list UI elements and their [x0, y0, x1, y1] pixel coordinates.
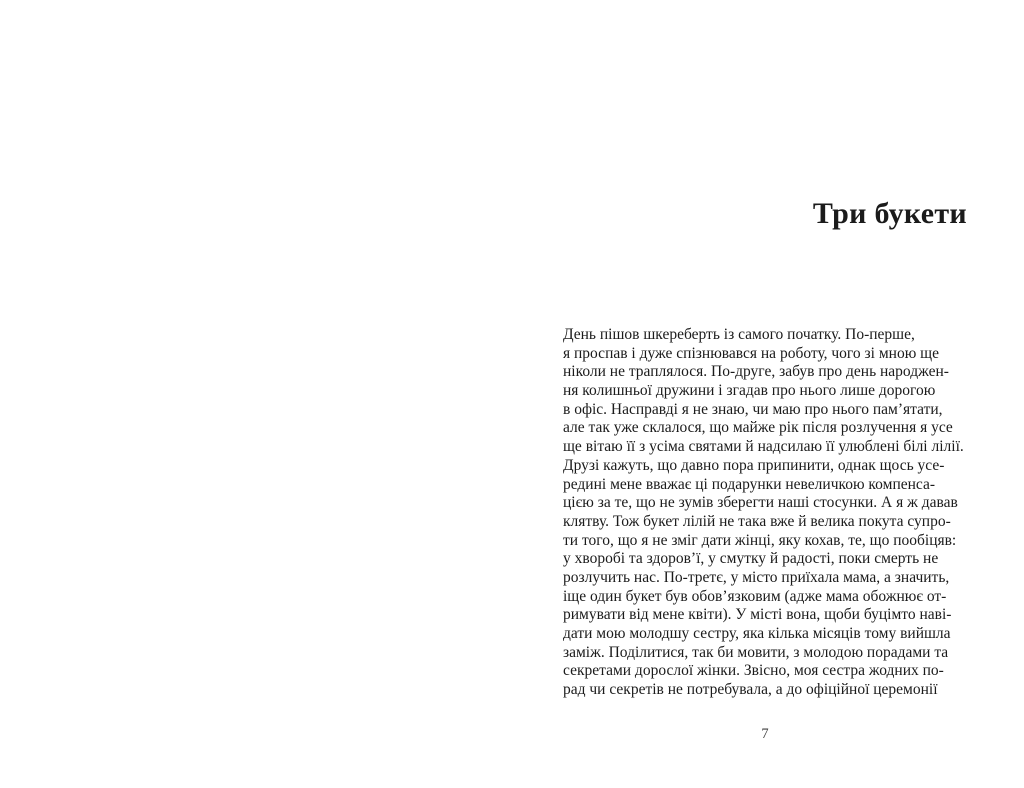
- text-line: але так уже склалося, що майже рік після розлучення я усе: [563, 419, 953, 437]
- body-text: [563, 326, 967, 700]
- text-line: клятву. Тож букет лілій не така вже й велика покута супро-: [563, 512, 951, 530]
- page-number: 7: [761, 726, 769, 742]
- text-line: я проспав і дуже спізнювався на роботу, чого зі мною ще: [563, 344, 939, 362]
- text-line: дати мою молодшу сестру, яка кілька місяців тому вийшла: [563, 625, 951, 642]
- text-line: цією за те, що не зумів зберегти наші стосунки. А я ж давав: [563, 494, 958, 512]
- text-line: ще вітаю її з усіма святами й надсилаю її улюблені білі лілії.: [563, 438, 964, 456]
- text-line: ня колишньої дружини і згадав про нього лише дорогою: [563, 382, 936, 400]
- text-line: заміж. Поділитися, так би мовити, з молодою порадами та: [563, 643, 949, 661]
- text-line: Друзі кажуть, що давно пора припинити, однак щось усе-: [563, 456, 945, 474]
- text-line: секретами дорослої жінки. Звісно, моя сестра жодних по-: [563, 662, 944, 680]
- text-line: розлучить нас. По-третє, у місто приїхала мама, а значить,: [563, 568, 950, 586]
- text-line: рад чи секретів не потребувала, а до офіційної церемонії: [563, 681, 938, 699]
- text-line: ти того, що я не зміг дати жінці, яку кохав, те, що пообіцяв:: [563, 531, 957, 549]
- text-line: у хворобі та здоров’ї, у смутку й радості, поки смерть не: [563, 550, 939, 568]
- text-line: в офіс. Насправді я не знаю, чи маю про нього пам’ятати,: [563, 400, 943, 418]
- text-line: ніколи не траплялося. По-друге, забув про день народжен-: [563, 363, 949, 381]
- chapter-title: Три букети: [812, 197, 967, 230]
- text-line: День пішов шкереберть із самого початку. По-перше,: [563, 326, 915, 343]
- text-line: римувати від мене квіти). У місті вона, щоби буцімто наві-: [563, 606, 952, 624]
- text-line: іще один букет був обов’язковим (адже мама обожнює от-: [563, 587, 947, 605]
- text-line: редині мене вважає ці подарунки невеличкою компенса-: [563, 475, 936, 493]
